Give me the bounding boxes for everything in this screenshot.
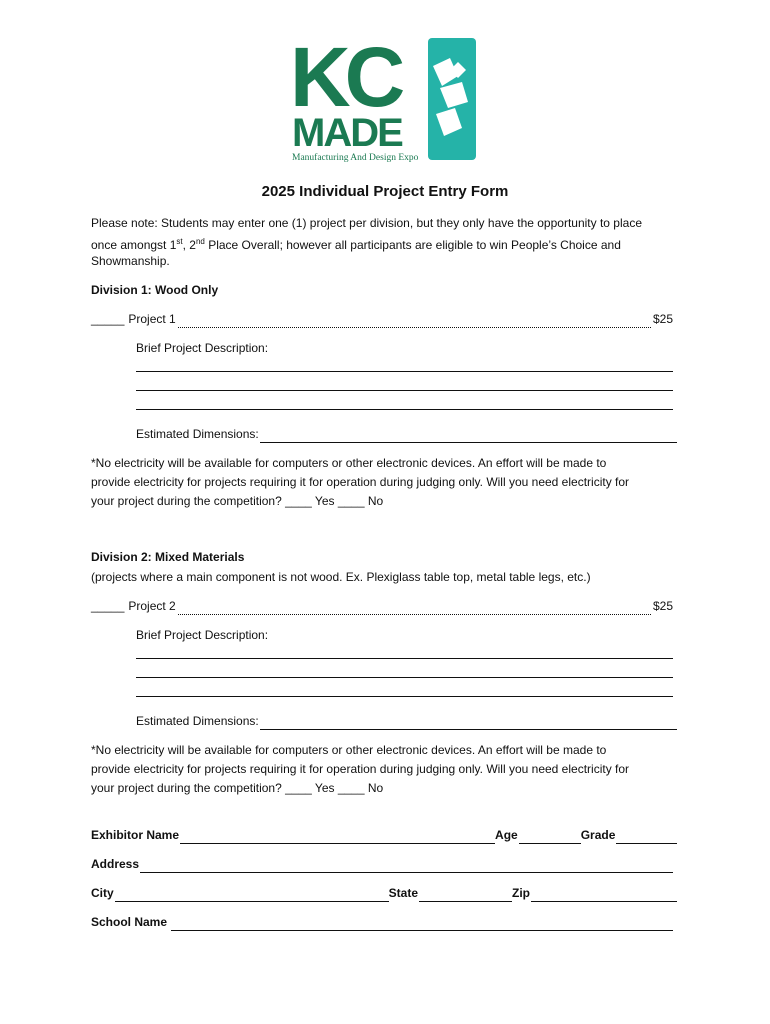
project-1-dimensions-row <box>136 425 677 443</box>
note-line-3: Showmanship. <box>91 254 170 268</box>
note-line-2: once amongst 1st, 2nd Place Overall; however all participants are eligible to win People’s Choice and <box>91 237 621 252</box>
grade-label: Grade <box>580 828 616 842</box>
project-2-description-line-2[interactable] <box>136 677 673 678</box>
school-name-label: School Name <box>91 915 168 929</box>
project-1-description-label: Brief Project Description: <box>136 341 269 355</box>
state-field[interactable] <box>419 888 512 902</box>
project-2-description-label: Brief Project Description: <box>136 628 269 642</box>
project-2-checkbox-blank[interactable]: _____ <box>91 599 125 613</box>
project-2-price: $25 <box>652 599 673 613</box>
division-1-electricity-line-2: provide electricity for projects requiring it for operation during judging only. Will you need electricity for <box>91 475 630 489</box>
exhibitor-name-field[interactable] <box>180 830 495 844</box>
project-2-dimensions-row <box>136 712 677 730</box>
city-field[interactable] <box>115 888 389 902</box>
project-2-dimensions-field[interactable] <box>260 716 677 730</box>
school-name-row <box>91 913 673 931</box>
division-1-electricity-line-1: *No electricity will be available for computers or other electronic devices. An effort will be made to <box>91 456 607 470</box>
kc-made-logo <box>290 36 480 166</box>
logo-tagline-text: Manufacturing And Design Expo <box>292 153 419 163</box>
city-label: City <box>91 886 114 900</box>
project-1-description-line-1[interactable] <box>136 371 673 372</box>
city-state-zip-row <box>91 884 677 902</box>
division-2-electricity-line-2: provide electricity for projects requiring it for operation during judging only. Will you need electricity for <box>91 762 630 776</box>
state-label: State <box>388 886 419 900</box>
project-1-dimensions-label: Estimated Dimensions: <box>136 427 259 441</box>
division-1-electricity-line-3: your project during the competition? ____ Yes ____ No <box>91 494 384 508</box>
address-field[interactable] <box>140 859 673 873</box>
form-title: 2025 Individual Project Entry Form <box>261 183 509 200</box>
project-2-description-line-3[interactable] <box>136 696 673 697</box>
kc-made-logo-graphic <box>290 36 480 166</box>
division-2-heading: Division 2: Mixed Materials <box>91 550 245 564</box>
exhibitor-name-label: Exhibitor Name <box>91 828 180 842</box>
project-1-row <box>91 310 673 328</box>
grade-field[interactable] <box>616 830 677 844</box>
project-1-checkbox-blank[interactable]: _____ <box>91 312 125 326</box>
age-field[interactable] <box>519 830 581 844</box>
project-1-leader <box>178 315 651 328</box>
zip-label: Zip <box>512 886 531 900</box>
age-label: Age <box>495 828 518 842</box>
project-1-dimensions-field[interactable] <box>260 429 677 443</box>
project-2-label: Project 2 <box>128 599 176 613</box>
logo-kc-text: KC <box>290 36 400 124</box>
project-2-description-line-1[interactable] <box>136 658 673 659</box>
project-2-dimensions-label: Estimated Dimensions: <box>136 714 259 728</box>
project-2-row <box>91 597 673 615</box>
project-1-description-line-2[interactable] <box>136 390 673 391</box>
exhibitor-name-row <box>91 826 677 844</box>
address-label: Address <box>91 857 140 871</box>
logo-made-text: MADE <box>292 111 402 155</box>
project-2-leader <box>178 602 651 615</box>
project-1-price: $25 <box>652 312 673 326</box>
school-name-field[interactable] <box>171 917 673 931</box>
division-2-electricity-line-3: your project during the competition? ____ Yes ____ No <box>91 781 384 795</box>
note-line-1: Please note: Students may enter one (1) project per division, but they only have the opportunity to place <box>91 216 642 230</box>
division-2-electricity-line-1: *No electricity will be available for computers or other electronic devices. An effort will be made to <box>91 743 607 757</box>
project-1-description-line-3[interactable] <box>136 409 673 410</box>
zip-field[interactable] <box>531 888 677 902</box>
division-2-subheading: (projects where a main component is not wood. Ex. Plexiglass table top, metal table legs, etc.) <box>91 570 591 584</box>
division-1-heading: Division 1: Wood Only <box>91 283 219 297</box>
address-row <box>91 855 673 873</box>
project-1-label: Project 1 <box>128 312 176 326</box>
